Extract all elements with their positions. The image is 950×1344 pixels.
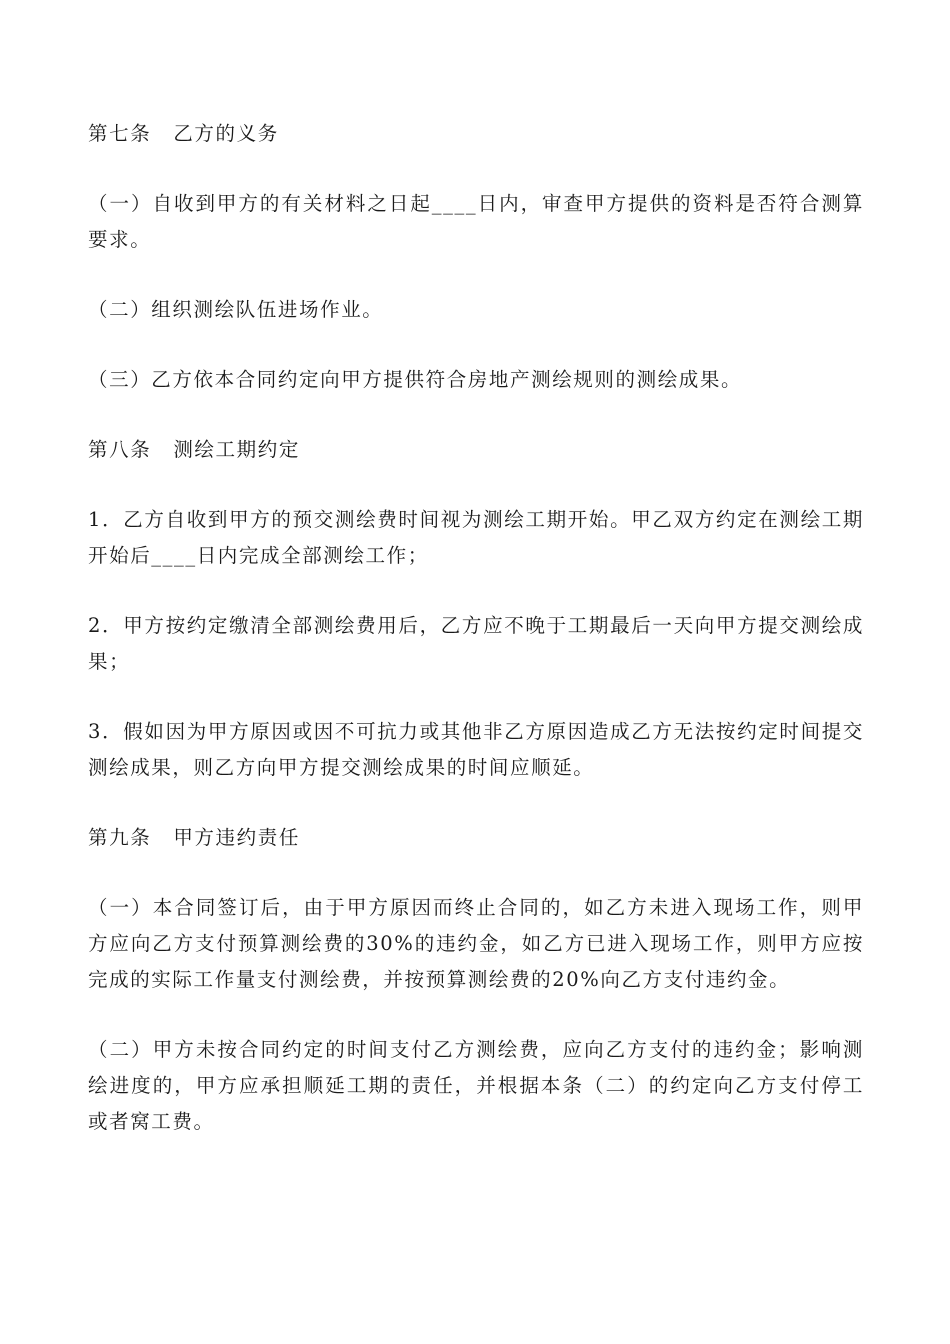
article-7-title: 乙方的义务 [173,122,279,145]
article-7-item-3: （三）乙方依本合同约定向甲方提供符合房地产测绘规则的测绘成果。 [88,368,743,391]
article-7-heading [88,116,864,152]
article-7-item-2: （二）组织测绘队伍进场作业。 [88,298,384,321]
article-8-title: 测绘工期约定 [173,438,300,461]
article-9-number: 第九条 [88,826,152,849]
article-8-number: 第八条 [88,438,152,461]
article-9-item-2: （二）甲方未按合同约定的时间支付乙方测绘费，应向乙方支付的违约金；影响测绘进度的，甲方应承担顺延工期的责任，并根据本条（二）的约定向乙方支付停工或者窝工费。 [88,1038,864,1133]
article-8-heading [88,432,864,468]
article-7-item-1: （一）自收到甲方的有关材料之日起____日内，审查甲方提供的资料是否符合测算要求。 [88,192,864,251]
article-8-item-3: 3．假如因为甲方原因或因不可抗力或其他非乙方原因造成乙方无法按约定时间提交测绘成果，则乙方向甲方提交测绘成果的时间应顺延。 [88,720,864,779]
article-8-item-1: 1．乙方自收到甲方的预交测绘费时间视为测绘工期开始。甲乙双方约定在测绘工期开始后____日内完成全部测绘工作； [88,508,864,567]
article-9-heading [88,820,864,856]
article-9-title: 甲方违约责任 [173,826,300,849]
article-7-number: 第七条 [88,122,152,145]
document-page [88,116,864,1174]
article-8-item-2: 2．甲方按约定缴清全部测绘费用后，乙方应不晚于工期最后一天向甲方提交测绘成果； [88,614,864,673]
article-9-item-1: （一）本合同签订后，由于甲方原因而终止合同的，如乙方未进入现场工作，则甲方应向乙方支付预算测绘费的30%的违约金，如乙方已进入现场工作，则甲方应按完成的实际工作量支付测绘费，并按预算测绘费的20%向乙方支付违约金。 [88,896,864,991]
